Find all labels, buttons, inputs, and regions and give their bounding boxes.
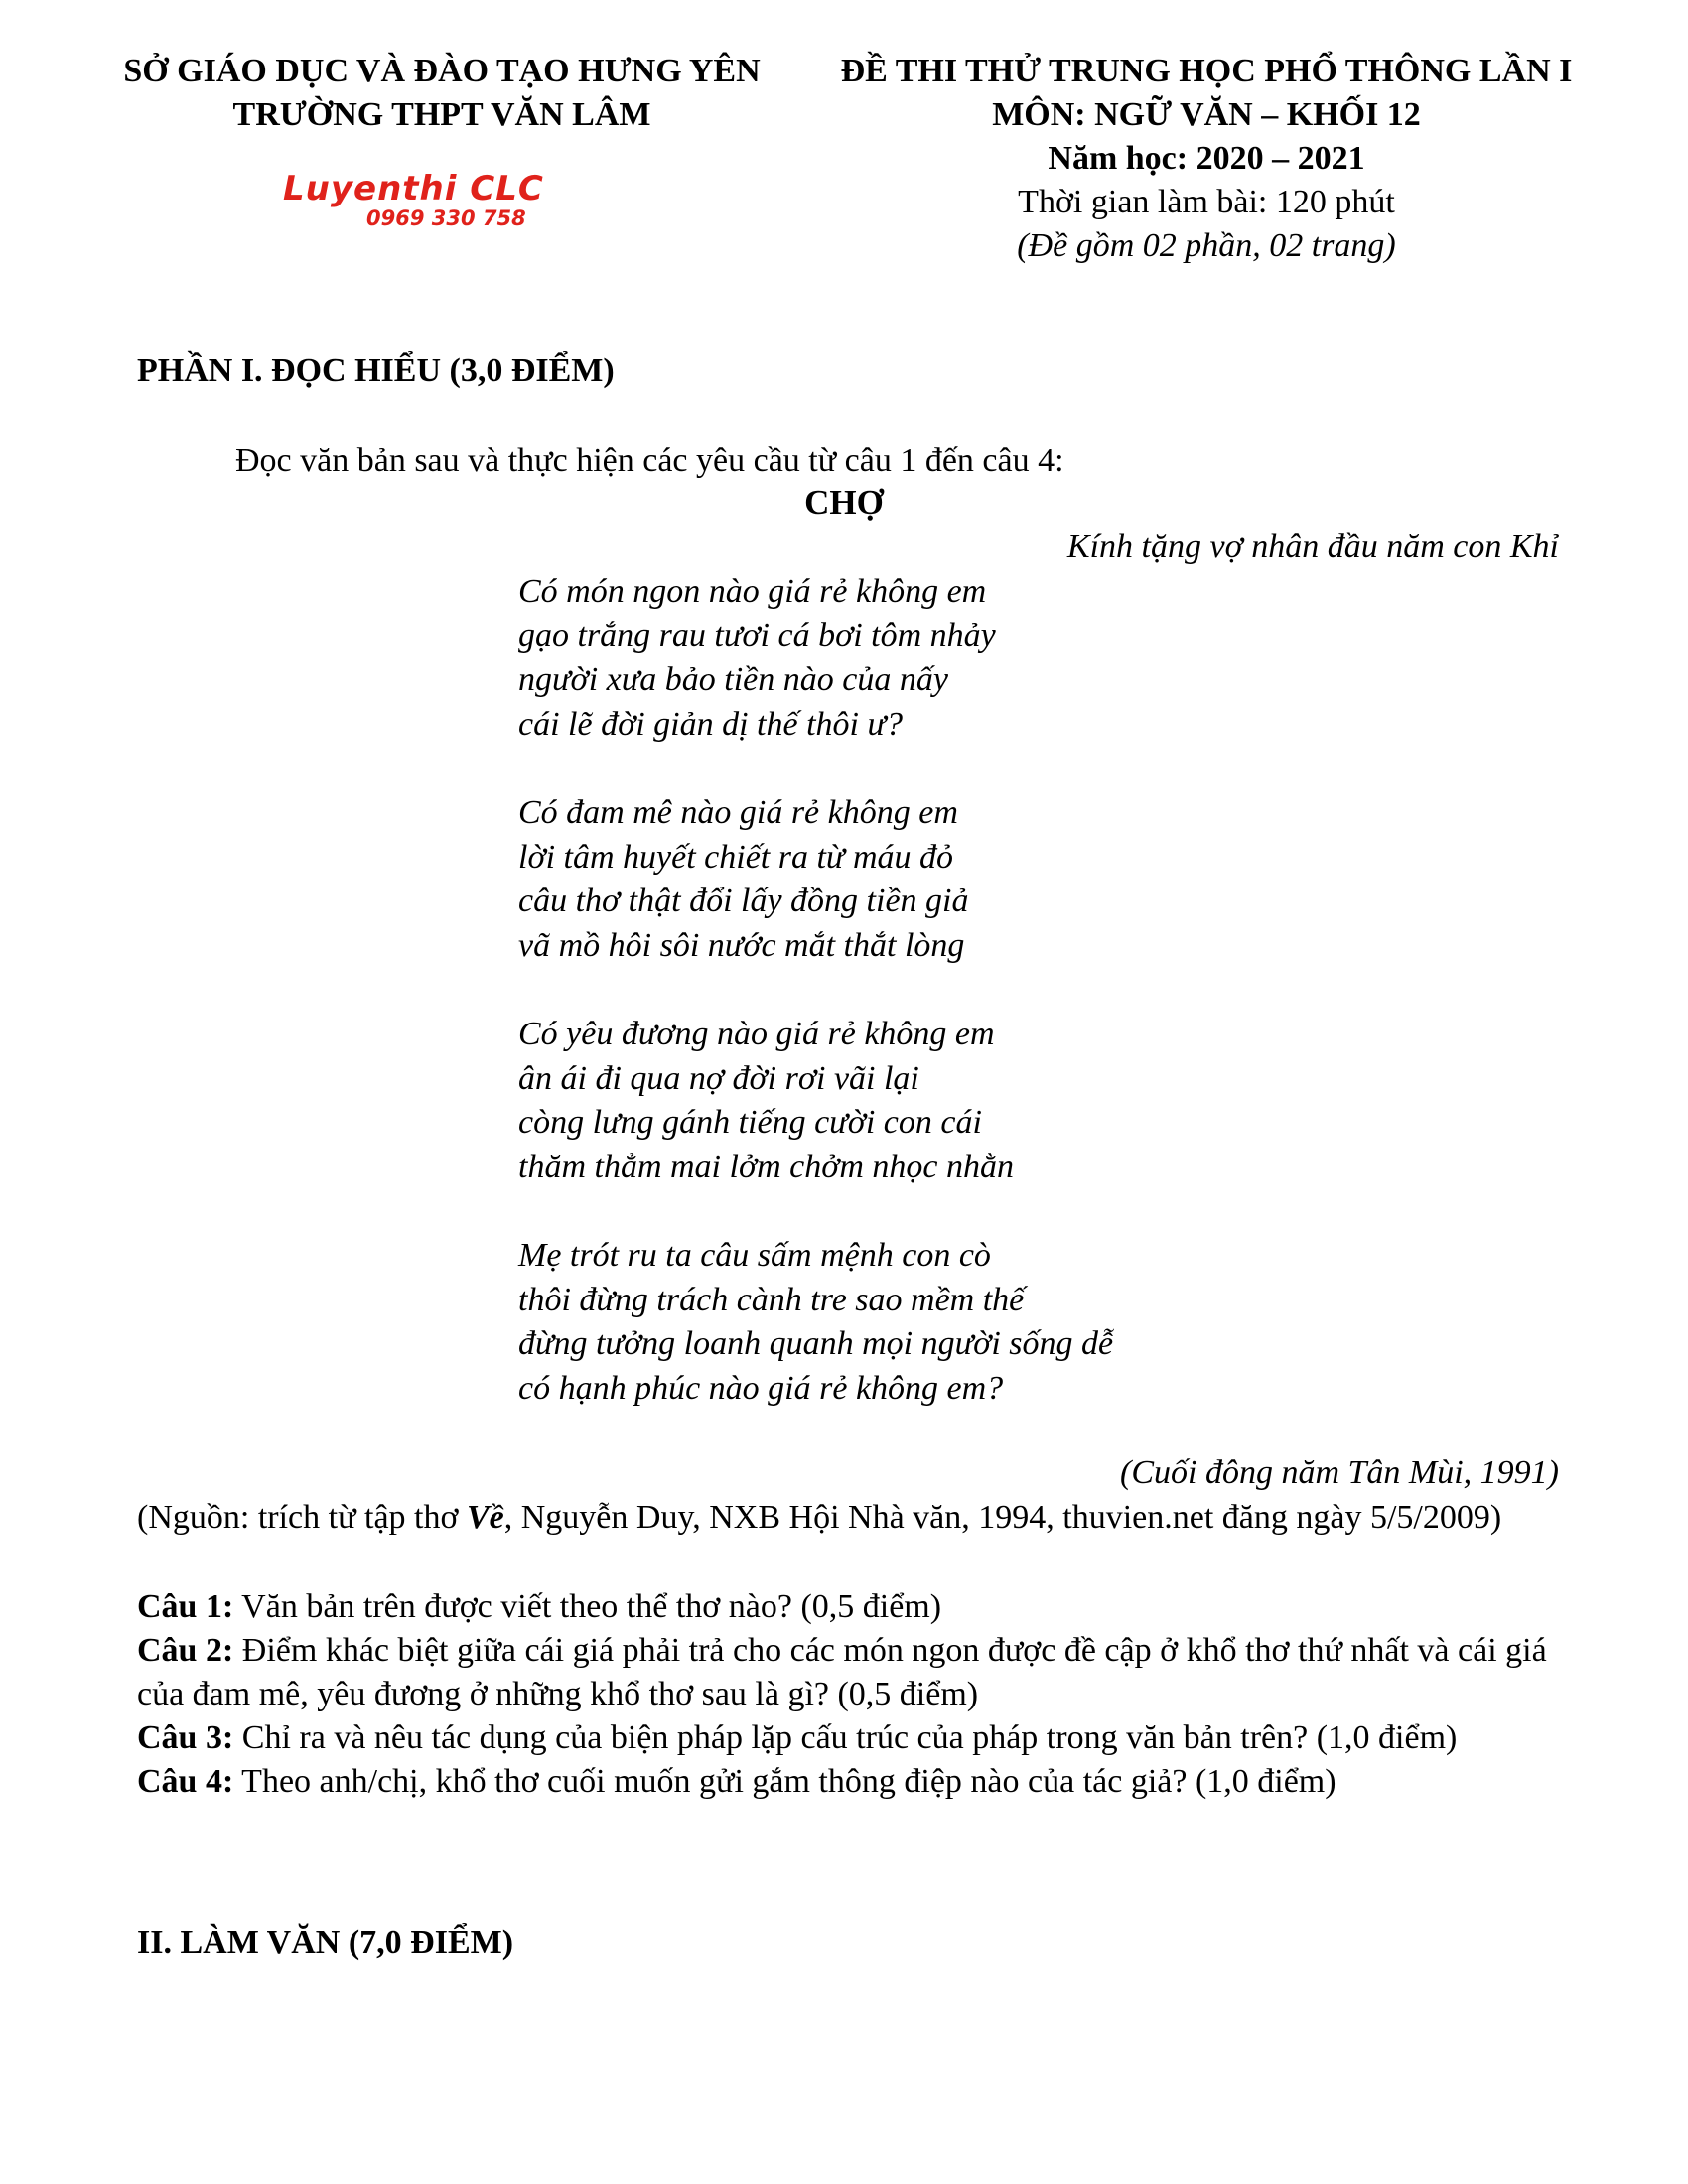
poem-line: đừng tưởng loanh quanh mọi người sống dễ: [518, 1325, 1114, 1362]
part2-heading: II. LÀM VĂN (7,0 ĐIỂM): [137, 1924, 514, 1961]
poem-line: ân ái đi qua nợ đời rơi vãi lại: [518, 1059, 919, 1097]
poem-line: câu thơ thật đổi lấy đồng tiền giả: [518, 883, 969, 919]
question-text: Theo anh/chị, khổ thơ cuối muốn gửi gắm thông điệp nào của tác giả? (1,0 điểm): [233, 1763, 1336, 1800]
poem-stanza: [518, 1234, 1113, 1411]
department-name: SỞ GIÁO DỤC VÀ ĐÀO TẠO HƯNG YÊN: [123, 53, 761, 89]
header-school-block: [79, 50, 804, 137]
exam-title: ĐỀ THI THỬ TRUNG HỌC PHỔ THÔNG LẦN I: [840, 53, 1573, 89]
question-item: [137, 1629, 1567, 1716]
poem-date: (Cuối đông năm Tân Mùi, 1991): [1120, 1454, 1559, 1491]
header-exam-block: [794, 50, 1618, 268]
question-label: Câu 1:: [137, 1588, 234, 1625]
poem-source: [137, 1496, 1501, 1540]
question-label: Câu 4:: [137, 1763, 234, 1800]
logo-name: Luyenthi CLC: [283, 169, 544, 208]
exam-note: (Đề gồm 02 phần, 02 trang): [1017, 227, 1396, 264]
question-label: Câu 3:: [137, 1719, 234, 1756]
poem-stanza: [518, 1013, 1113, 1189]
question-list: [137, 1585, 1567, 1804]
part1-heading: PHẦN I. ĐỌC HIỂU (3,0 ĐIỂM): [137, 352, 615, 389]
poem-line: Có yêu đương nào giá rẻ không em: [518, 1016, 995, 1052]
reading-instruction: Đọc văn bản sau và thực hiện các yêu cầu từ câu 1 đến câu 4:: [235, 442, 1064, 478]
source-suffix: , Nguyễn Duy, NXB Hội Nhà văn, 1994, thuvien.net đăng ngày 5/5/2009): [503, 1499, 1502, 1536]
logo-phone: 0969 330 758: [366, 206, 526, 230]
watermark-logo: [283, 171, 591, 240]
poem-line: Mẹ trót ru ta câu sấm mệnh con cò: [518, 1237, 991, 1274]
source-prefix: (Nguồn: trích từ tập thơ: [137, 1499, 467, 1536]
question-label: Câu 2:: [137, 1632, 234, 1669]
poem-body: [518, 570, 1113, 1411]
poem-line: Có món ngon nào giá rẻ không em: [518, 573, 987, 610]
question-text: Chỉ ra và nêu tác dụng của biện pháp lặp cấu trúc của pháp trong văn bản trên? (1,0 điểm): [233, 1719, 1458, 1756]
question-text: Văn bản trên được viết theo thể thơ nào? (0,5 điểm): [233, 1588, 942, 1625]
question-item: [137, 1760, 1567, 1804]
poem-line: có hạnh phúc nào giá rẻ không em?: [518, 1369, 1004, 1407]
poem-stanza: [518, 570, 1113, 747]
poem-title: CHỢ: [804, 483, 884, 522]
exam-subject: MÔN: NGỮ VĂN – KHỐI 12: [992, 96, 1421, 133]
poem-line: người xưa bảo tiền nào của nấy: [518, 661, 948, 698]
exam-duration: Thời gian làm bài: 120 phút: [1018, 184, 1395, 220]
poem-line: cái lẽ đời giản dị thế thôi ư?: [518, 705, 904, 743]
question-text: Điểm khác biệt giữa cái giá phải trả cho các món ngon được đề cập ở khổ thơ thứ nhất và cái giá của đam mê, yêu đương ở những khổ thơ sau là gì? (0,5 điểm): [137, 1632, 1547, 1712]
poem-line: còng lưng gánh tiếng cười con cái: [518, 1104, 982, 1141]
question-item: [137, 1716, 1567, 1760]
poem-stanza: [518, 791, 1113, 968]
poem-line: Có đam mê nào giá rẻ không em: [518, 794, 958, 831]
school-name: TRƯỜNG THPT VĂN LÂM: [232, 96, 651, 133]
question-item: [137, 1585, 1567, 1629]
poem-line: lời tâm huyết chiết ra từ máu đỏ: [518, 838, 954, 876]
poem-line: thăm thẳm mai lởm chởm nhọc nhằn: [518, 1148, 1015, 1185]
source-book-title: Về: [466, 1499, 504, 1536]
poem-line: vã mồ hôi sôi nước mắt thắt lòng: [518, 926, 965, 964]
poem-line: thôi đừng trách cành tre sao mềm thế: [518, 1281, 1025, 1318]
school-year: Năm học: 2020 – 2021: [1048, 140, 1365, 177]
poem-dedication: Kính tặng vợ nhân đầu năm con Khỉ: [1066, 528, 1559, 565]
poem-line: gạo trắng rau tươi cá bơi tôm nhảy: [518, 616, 996, 654]
